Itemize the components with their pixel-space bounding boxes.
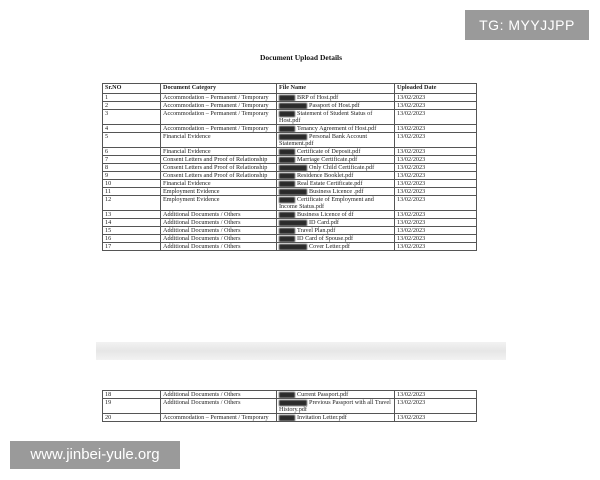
table-row: [103, 148, 477, 156]
table-row: [103, 110, 477, 125]
cell-uploaded-date-text: 13/02/2023: [397, 414, 426, 421]
table-row: [103, 156, 477, 164]
table-row: [103, 133, 477, 148]
cell-sr-no-text: 4: [105, 125, 109, 132]
redaction-mark: [279, 111, 295, 117]
table-header-row: [103, 84, 477, 94]
cell-file-name: [277, 125, 395, 133]
cell-sr-no: [103, 180, 161, 188]
table-row: [103, 172, 477, 180]
cell-sr-no: [103, 125, 161, 133]
cell-sr-no: [103, 94, 161, 102]
cell-file-name: [277, 148, 395, 156]
cell-uploaded-date: [395, 391, 477, 399]
cell-document-category: [161, 180, 277, 188]
header-sr-no: Sr.NO: [103, 84, 161, 94]
table-row: [103, 94, 477, 102]
cell-file-name-text: Certificate of Deposit.pdf: [297, 148, 361, 155]
cell-uploaded-date-text: 13/02/2023: [397, 164, 426, 171]
cell-file-name: [277, 211, 395, 219]
redaction-mark: [279, 400, 307, 406]
cell-sr-no: [103, 211, 161, 219]
redaction-mark: [279, 197, 295, 203]
cell-file-name: [277, 227, 395, 235]
cell-document-category-text: Accommodation – Permanent / Temporary: [163, 125, 269, 132]
cell-file-name: [277, 94, 395, 102]
redaction-mark: [279, 189, 307, 195]
cell-uploaded-date-text: 13/02/2023: [397, 391, 426, 398]
cell-document-category: [161, 196, 277, 211]
cell-file-name: [277, 133, 395, 148]
redaction-mark: [279, 103, 307, 109]
cell-document-category: [161, 227, 277, 235]
redaction-mark: [279, 220, 307, 226]
cell-sr-no-text: 14: [105, 219, 112, 226]
cell-document-category-text: Additional Documents / Others: [163, 391, 241, 398]
header-document-category: Document Category: [161, 84, 277, 94]
cell-uploaded-date-text: 13/02/2023: [397, 156, 426, 163]
cell-sr-no: [103, 148, 161, 156]
cell-document-category: [161, 391, 277, 399]
cell-document-category: [161, 148, 277, 156]
cell-document-category: [161, 188, 277, 196]
cell-document-category-text: Additional Documents / Others: [163, 227, 241, 234]
cell-document-category-text: Financial Evidence: [163, 148, 211, 155]
cell-document-category-text: Consent Letters and Proof of Relationship: [163, 164, 268, 171]
cell-uploaded-date: [395, 102, 477, 110]
cell-file-name-text: Business Licence of df: [297, 211, 354, 218]
cell-uploaded-date-text: 13/02/2023: [397, 227, 426, 234]
redaction-mark: [279, 244, 307, 250]
cell-document-category: [161, 110, 277, 125]
header-file-name: File Name: [277, 84, 395, 94]
table-row: [103, 196, 477, 211]
cell-uploaded-date-text: 13/02/2023: [397, 133, 426, 140]
redaction-mark: [279, 95, 295, 101]
redaction-mark: [279, 415, 295, 421]
cell-document-category: [161, 133, 277, 148]
table-row: [103, 414, 477, 422]
cell-file-name-text: Passport of Host.pdf: [309, 102, 360, 109]
cell-file-name-text: ID Card.pdf: [309, 219, 339, 226]
table-row: [103, 235, 477, 243]
cell-uploaded-date: [395, 211, 477, 219]
document-page-1: [96, 42, 506, 342]
redaction-mark: [279, 228, 295, 234]
cell-uploaded-date-text: 13/02/2023: [397, 110, 426, 117]
header-uploaded-date: Uploaded Date: [395, 84, 477, 94]
redaction-mark: [279, 173, 295, 179]
cell-sr-no-text: 13: [105, 211, 112, 218]
cell-uploaded-date: [395, 196, 477, 211]
cell-document-category: [161, 243, 277, 251]
table-row: [103, 399, 477, 414]
document-page-2: [96, 360, 506, 442]
cell-sr-no: [103, 110, 161, 125]
redaction-mark: [279, 212, 295, 218]
cell-sr-no: [103, 391, 161, 399]
cell-file-name-text: Personal Bank Account Statement.pdf: [279, 133, 368, 147]
redaction-mark: [279, 392, 295, 398]
cell-file-name-text: Statement of Student Status of Host.pdf: [279, 110, 373, 124]
document-upload-table: [102, 83, 477, 251]
cell-uploaded-date-text: 13/02/2023: [397, 235, 426, 242]
cell-document-category-text: Additional Documents / Others: [163, 399, 241, 406]
cell-sr-no: [103, 196, 161, 211]
cell-file-name: [277, 391, 395, 399]
cell-uploaded-date-text: 13/02/2023: [397, 211, 426, 218]
table-row: [103, 188, 477, 196]
cell-sr-no-text: 9: [105, 172, 109, 179]
cell-file-name: [277, 156, 395, 164]
cell-uploaded-date: [395, 188, 477, 196]
table-row: [103, 243, 477, 251]
cell-sr-no-text: 20: [105, 414, 112, 421]
cell-sr-no-text: 16: [105, 235, 112, 242]
cell-sr-no-text: 3: [105, 110, 109, 117]
cell-sr-no-text: 11: [105, 188, 111, 195]
cell-uploaded-date-text: 13/02/2023: [397, 102, 426, 109]
cell-uploaded-date-text: 13/02/2023: [397, 188, 426, 195]
cell-file-name-text: Previous Passport with all Travel History.pdf: [279, 399, 391, 413]
cell-uploaded-date-text: 13/02/2023: [397, 172, 426, 179]
cell-file-name-text: Marriage Certificate.pdf: [297, 156, 358, 163]
cell-sr-no-text: 12: [105, 196, 112, 203]
cell-uploaded-date: [395, 156, 477, 164]
cell-document-category-text: Employment Evidence: [163, 188, 220, 195]
cell-document-category: [161, 125, 277, 133]
table-row: [103, 219, 477, 227]
cell-document-category-text: Accommodation – Permanent / Temporary: [163, 102, 269, 109]
cell-sr-no-text: 18: [105, 391, 112, 398]
cell-file-name: [277, 243, 395, 251]
cell-uploaded-date: [395, 94, 477, 102]
cell-file-name: [277, 399, 395, 414]
cell-sr-no: [103, 227, 161, 235]
cell-file-name-text: Business Licence .pdf: [309, 188, 364, 195]
cell-uploaded-date: [395, 164, 477, 172]
cell-file-name: [277, 164, 395, 172]
table-row: [103, 211, 477, 219]
cell-uploaded-date-text: 13/02/2023: [397, 196, 426, 203]
cell-sr-no-text: 5: [105, 133, 109, 140]
cell-sr-no-text: 2: [105, 102, 109, 109]
cell-uploaded-date: [395, 148, 477, 156]
redaction-mark: [279, 126, 295, 132]
cell-file-name: [277, 102, 395, 110]
cell-sr-no: [103, 399, 161, 414]
cell-sr-no-text: 19: [105, 399, 112, 406]
cell-uploaded-date: [395, 125, 477, 133]
cell-sr-no: [103, 102, 161, 110]
cell-document-category: [161, 235, 277, 243]
cell-document-category-text: Accommodation – Permanent / Temporary: [163, 94, 269, 101]
cell-uploaded-date-text: 13/02/2023: [397, 399, 426, 406]
cell-document-category-text: Additional Documents / Others: [163, 235, 241, 242]
cell-document-category: [161, 156, 277, 164]
page-separator: [96, 342, 506, 360]
cell-document-category-text: Financial Evidence: [163, 133, 211, 140]
cell-uploaded-date-text: 13/02/2023: [397, 243, 426, 250]
cell-uploaded-date: [395, 110, 477, 125]
table-row: [103, 102, 477, 110]
cell-file-name: [277, 235, 395, 243]
cell-file-name-text: Cover Letter.pdf: [309, 243, 350, 250]
cell-sr-no-text: 6: [105, 148, 109, 155]
cell-uploaded-date: [395, 399, 477, 414]
redaction-mark: [279, 181, 295, 187]
cell-sr-no-text: 15: [105, 227, 112, 234]
cell-uploaded-date: [395, 243, 477, 251]
document-title: Document Upload Details: [259, 53, 343, 62]
cell-uploaded-date-text: 13/02/2023: [397, 148, 426, 155]
cell-file-name-text: Only Child Certificate.pdf: [309, 164, 375, 171]
cell-file-name-text: Travel Plan.pdf: [297, 227, 336, 234]
cell-sr-no: [103, 243, 161, 251]
table-row: [103, 391, 477, 399]
cell-file-name: [277, 188, 395, 196]
cell-file-name: [277, 414, 395, 422]
cell-sr-no: [103, 172, 161, 180]
cell-file-name-text: Current Passport.pdf: [297, 391, 349, 398]
cell-sr-no-text: 17: [105, 243, 112, 250]
cell-sr-no: [103, 133, 161, 148]
cell-sr-no-text: 7: [105, 156, 109, 163]
cell-document-category-text: Additional Documents / Others: [163, 211, 241, 218]
redaction-mark: [279, 134, 307, 140]
cell-uploaded-date: [395, 180, 477, 188]
cell-file-name: [277, 180, 395, 188]
cell-document-category: [161, 164, 277, 172]
cell-file-name: [277, 196, 395, 211]
table-row: [103, 180, 477, 188]
cell-document-category: [161, 211, 277, 219]
redaction-mark: [279, 149, 295, 155]
cell-file-name-text: Tenancy Agreement of Host.pdf: [297, 125, 377, 132]
cell-document-category-text: Consent Letters and Proof of Relationship: [163, 156, 268, 163]
cell-uploaded-date: [395, 414, 477, 422]
cell-document-category-text: Financial Evidence: [163, 180, 211, 187]
cell-document-category-text: Additional Documents / Others: [163, 243, 241, 250]
cell-document-category-text: Employment Evidence: [163, 196, 220, 203]
cell-document-category-text: Consent Letters and Proof of Relationship: [163, 172, 268, 179]
cell-document-category-text: Additional Documents / Others: [163, 219, 241, 226]
redaction-mark: [279, 165, 307, 171]
cell-file-name-text: Real Estate Certificate.pdf: [297, 180, 363, 187]
cell-uploaded-date: [395, 219, 477, 227]
cell-file-name-text: BRP of Host.pdf: [297, 94, 339, 101]
cell-document-category-text: Accommodation – Permanent / Temporary: [163, 110, 269, 117]
cell-uploaded-date: [395, 133, 477, 148]
cell-uploaded-date-text: 13/02/2023: [397, 219, 426, 226]
cell-document-category: [161, 172, 277, 180]
cell-sr-no: [103, 414, 161, 422]
cell-uploaded-date: [395, 172, 477, 180]
redaction-mark: [279, 236, 295, 242]
cell-file-name-text: ID Card of Spouse.pdf: [297, 235, 354, 242]
table-row: [103, 125, 477, 133]
cell-sr-no-text: 10: [105, 180, 112, 187]
cell-file-name: [277, 219, 395, 227]
cell-file-name: [277, 172, 395, 180]
site-watermark: www.jinbei-yule.org: [10, 441, 180, 469]
cell-sr-no: [103, 235, 161, 243]
cell-file-name: [277, 110, 395, 125]
cell-document-category-text: Accommodation – Permanent / Temporary: [163, 414, 269, 421]
cell-uploaded-date-text: 13/02/2023: [397, 180, 426, 187]
cell-document-category: [161, 94, 277, 102]
cell-uploaded-date-text: 13/02/2023: [397, 94, 426, 101]
cell-file-name-text: Residence Booklet.pdf: [297, 172, 354, 179]
table-row: [103, 164, 477, 172]
cell-document-category: [161, 414, 277, 422]
document-upload-table-continued: [102, 390, 477, 422]
cell-file-name-text: Invitation Letter.pdf: [297, 414, 347, 421]
cell-sr-no-text: 8: [105, 164, 109, 171]
cell-uploaded-date: [395, 227, 477, 235]
cell-sr-no-text: 1: [105, 94, 109, 101]
cell-sr-no: [103, 219, 161, 227]
cell-file-name-text: Certificate of Employment and Income Status.pdf: [279, 196, 374, 210]
cell-document-category: [161, 102, 277, 110]
tg-watermark: TG: MYYJJPP: [465, 10, 589, 40]
cell-document-category: [161, 219, 277, 227]
cell-sr-no: [103, 156, 161, 164]
redaction-mark: [279, 157, 295, 163]
cell-document-category: [161, 399, 277, 414]
cell-sr-no: [103, 164, 161, 172]
table-row: [103, 227, 477, 235]
cell-uploaded-date-text: 13/02/2023: [397, 125, 426, 132]
cell-sr-no: [103, 188, 161, 196]
cell-uploaded-date: [395, 235, 477, 243]
